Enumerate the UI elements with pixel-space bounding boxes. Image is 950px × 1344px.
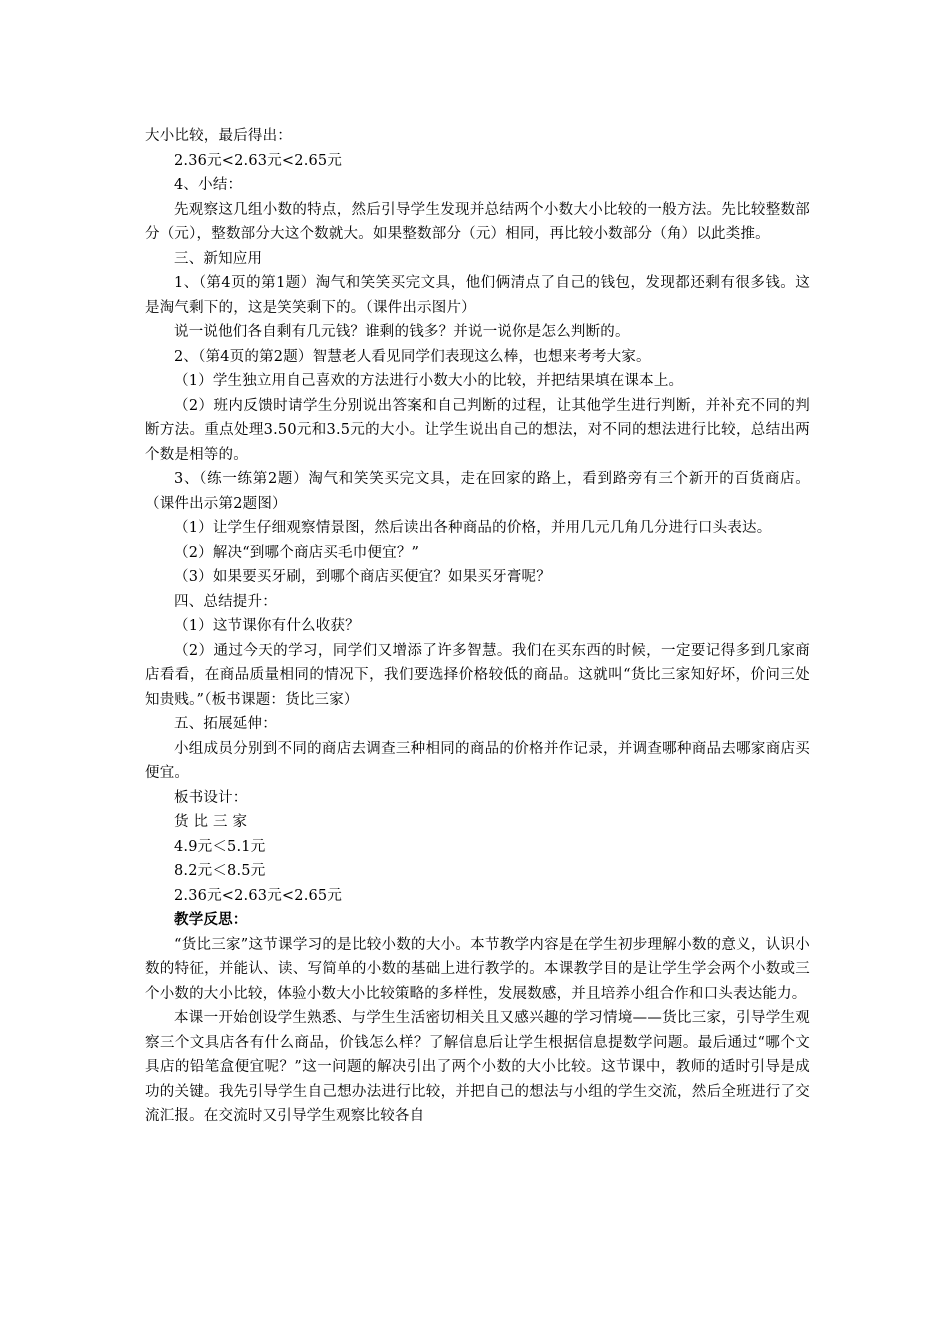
paragraph: 2、（第4页的第2题）智慧老人看见同学们表现这么棒，也想来考考大家。 — [174, 348, 651, 365]
paragraph: （2）班内反馈时请学生分别说出答案和自己判断的过程，让其他学生进行判断，并补充不同的判断方法。重点处理3.50元和3.5元的大小。让学生说出自己的想法，对不同的想法进行比较，总结出两个数是相等的。 — [145, 397, 810, 463]
paragraph: 3、（练一练第2题）淘气和笑笑买完文具，走在回家的路上，看到路旁有三个新开的百货商店。（课件出示第2题图） — [145, 471, 810, 512]
paragraph: 2.36元<2.63元<2.65元 — [174, 152, 343, 169]
paragraph: 本课一开始创设学生熟悉、与学生生活密切相关且又感兴趣的学习情境——货比三家，引导学生观察三个文具店各有什么商品，价钱怎么样？了解信息后让学生根据信息提数学问题。最后通过“哪个文具店的铅笔盒便宜呢？”这一问题的解决引出了两个小数的大小比较。这节课中，教师的适时引导是成功的关键。我先引导学生自己想办法进行比较，并把自己的想法与小组的学生交流，然后全班进行了交流汇报。在交流时又引导学生观察比较各自 — [145, 1010, 810, 1124]
paragraph: 1、（第4页的第1题）淘气和笑笑买完文具，他们俩清点了自己的钱包，发现都还剩有很多钱。这是淘气剩下的，这是笑笑剩下的。（课件出示图片） — [145, 275, 810, 316]
paragraph: 货 比 三 家 — [174, 814, 248, 830]
paragraph: 先观察这几组小数的特点，然后引导学生发现并总结两个小数大小比较的一般方法。先比较整数部分（元），整数部分大这个数就大。如果整数部分（元）相同，再比较小数部分（角）以此类推。 — [145, 201, 810, 242]
paragraph: 4.9元＜5.1元 — [174, 838, 266, 855]
document-body — [145, 124, 810, 1129]
paragraph: 三、新知应用 — [174, 250, 263, 267]
paragraph: “货比三家”这节课学习的是比较小数的大小。本节教学内容是在学生初步理解小数的意义，认识小数的特征，并能认、读、写简单的小数的基础上进行教学的。本课教学目的是让学生学会两个小数或三个小数的大小比较，体验小数大小比较策略的多样性，发展数感，并且培养小组合作和口头表达能力。 — [145, 936, 810, 1002]
paragraph: 四、总结提升： — [174, 593, 277, 610]
paragraph: （3）如果要买牙刷，到哪个商店买便宜？如果买牙膏呢？ — [174, 569, 551, 585]
paragraph: 板书设计： — [174, 789, 248, 806]
paragraph: 8.2元＜8.5元 — [174, 863, 266, 879]
paragraph: 大小比较，最后得出： — [145, 128, 292, 144]
paragraph: （1）这节课你有什么收获？ — [174, 618, 360, 634]
section-heading: 教学反思： — [174, 911, 248, 928]
paragraph: （2）解决“到哪个商店买毛巾便宜？” — [174, 544, 420, 561]
paragraph: 2.36元<2.63元<2.65元 — [174, 887, 343, 904]
paragraph: （1）让学生仔细观察情景图，然后读出各种商品的价格，并用几元几角几分进行口头表达。 — [174, 520, 772, 536]
paragraph: 4、小结： — [174, 177, 243, 193]
paragraph: 说一说他们各自剩有几元钱？谁剩的钱多？并说一说你是怎么判断的。 — [174, 324, 630, 340]
paragraph: （2）通过今天的学习，同学们又增添了许多智慧。我们在买东西的时候，一定要记得多到几家商店看看，在商品质量相同的情况下，我们要选择价格较低的商品。这就叫“货比三家知好坏，价问三处知贵贱。”（板书课题：货比三家） — [145, 642, 810, 708]
paragraph: 五、拓展延伸： — [174, 716, 277, 732]
paragraph: 小组成员分别到不同的商店去调查三种相同的商品的价格并作记录，并调查哪种商品去哪家商店买便宜。 — [145, 740, 810, 781]
paragraph: （1）学生独立用自己喜欢的方法进行小数大小的比较，并把结果填在课本上。 — [174, 373, 684, 389]
